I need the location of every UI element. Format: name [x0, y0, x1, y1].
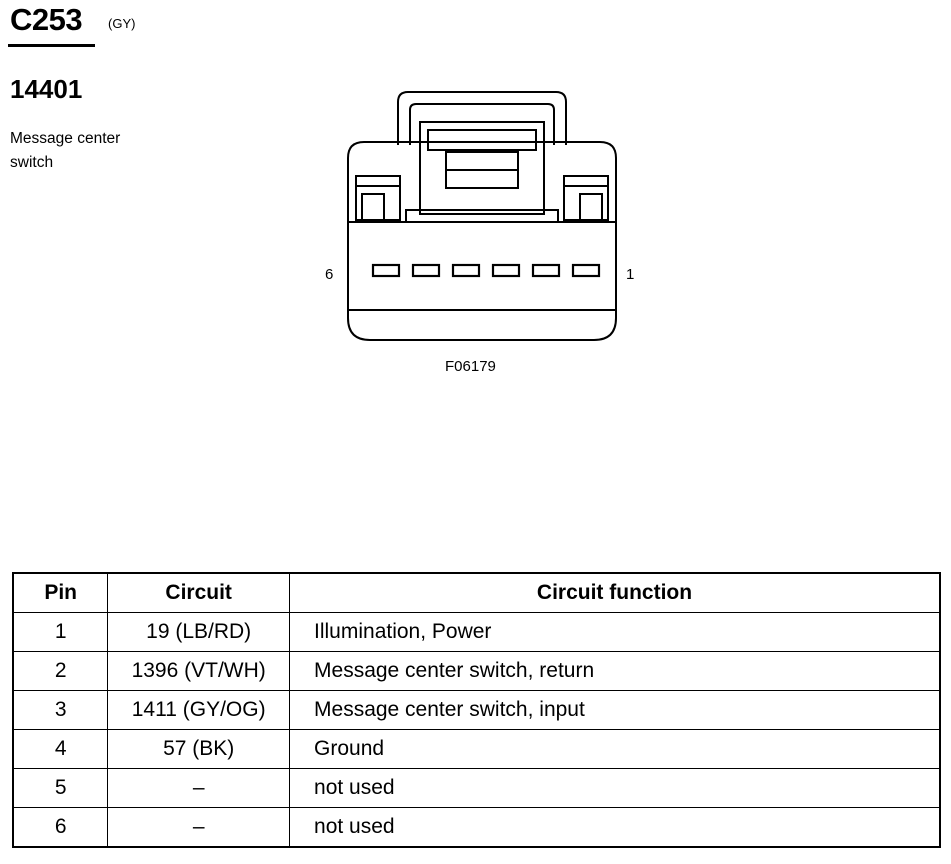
- table-row: [13, 808, 940, 848]
- table-header-row: [13, 573, 940, 613]
- function-cell: not used: [290, 808, 940, 848]
- pin-cell: 1: [13, 613, 108, 652]
- function-cell: Ground: [290, 730, 940, 769]
- circuit-cell: 1396 (VT/WH): [108, 652, 290, 691]
- connector-id: C253: [10, 2, 83, 37]
- title-underline: [8, 44, 95, 47]
- function-cell: Message center switch, input: [290, 691, 940, 730]
- function-cell: Message center switch, return: [290, 652, 940, 691]
- table-row: [13, 613, 940, 652]
- header-circuit-function: Circuit function: [290, 573, 940, 613]
- part-number: 14401: [10, 74, 83, 104]
- table-row: [13, 691, 940, 730]
- pinout-table: [12, 572, 941, 848]
- function-cell: not used: [290, 769, 940, 808]
- circuit-cell: –: [108, 808, 290, 848]
- table-row: [13, 730, 940, 769]
- circuit-cell: 57 (BK): [108, 730, 290, 769]
- table-row: [13, 652, 940, 691]
- connector-color-code: (GY): [108, 16, 136, 31]
- pin-cell: 4: [13, 730, 108, 769]
- pin-6-label: 6: [325, 266, 334, 283]
- table-row: [13, 769, 940, 808]
- pin-cell: 5: [13, 769, 108, 808]
- pin-1-label: 1: [626, 266, 635, 283]
- circuit-cell: –: [108, 769, 290, 808]
- connector-face-diagram: [300, 80, 640, 350]
- function-cell: Illumination, Power: [290, 613, 940, 652]
- pin-cell: 2: [13, 652, 108, 691]
- circuit-cell: 1411 (GY/OG): [108, 691, 290, 730]
- pin-cell: 6: [13, 808, 108, 848]
- pin-cell: 3: [13, 691, 108, 730]
- figure-id: F06179: [445, 358, 496, 375]
- header-circuit: Circuit: [108, 573, 290, 613]
- header-pin: Pin: [13, 573, 108, 613]
- component-description: Message center switch: [10, 130, 121, 171]
- circuit-cell: 19 (LB/RD): [108, 613, 290, 652]
